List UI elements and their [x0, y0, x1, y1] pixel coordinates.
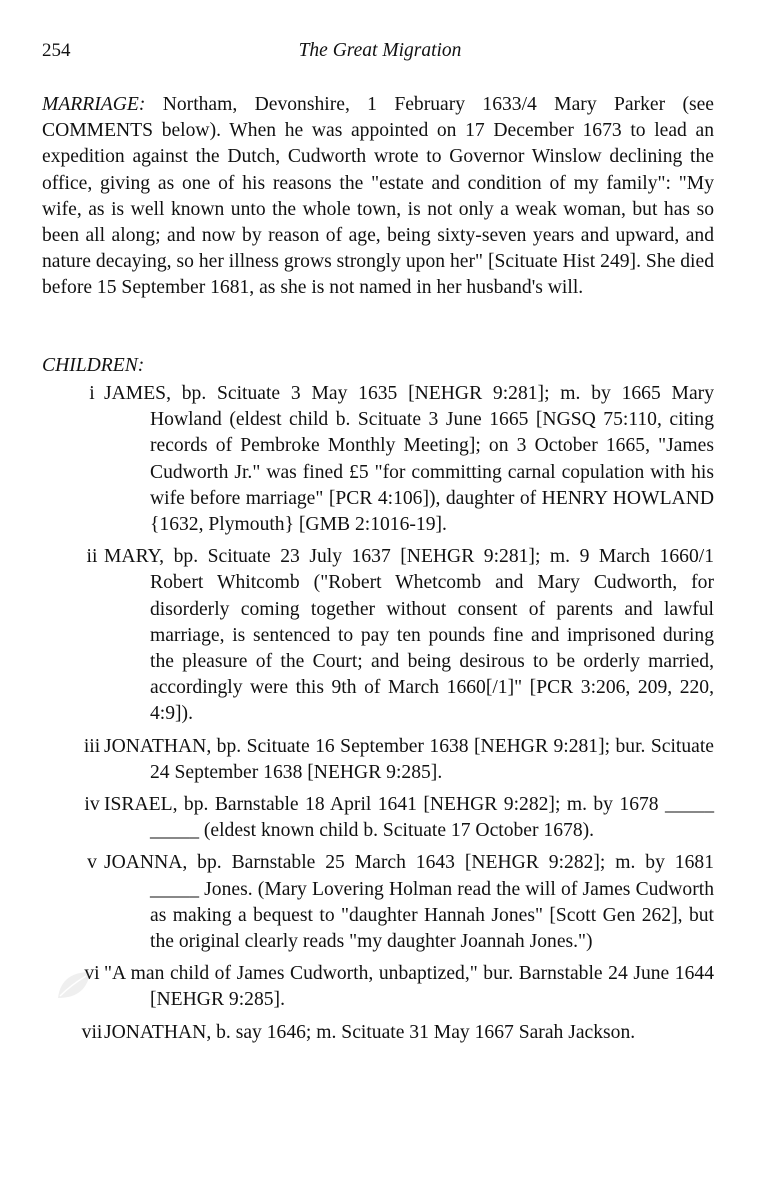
child-entry-vi	[42, 961, 714, 1013]
child-numeral: v	[87, 852, 97, 874]
children-heading: CHILDREN:	[42, 355, 145, 376]
children-list	[42, 381, 714, 1046]
child-text: "A man child of James Cudworth, unbaptized," bur. Barnstable 24 June 1644 [NEHGR 9:285].	[104, 963, 714, 1011]
leaf-watermark-icon	[54, 968, 94, 1002]
child-numeral: i	[89, 383, 95, 404]
marriage-text: Northam, Devonshire, 1 February 1633/4 Mary Parker (see COMMENTS below). When he was appointed on 17 December 1673 to lead an expedition against the Dutch, Cudworth wrote to Governor Winslow declining the office, giving as one of his reasons the "estate and condition of my family": "My wife, as is well known unto the whole town, is not only a weak woman, but has so been all along; and now by reason of age, being sixty-seven years and upward, and nature decaying, so her illness grows strongly upon her" [Scituate Hist 249]. She died before 15 September 1681, as she is not named in her husband's will.	[42, 94, 714, 299]
child-numeral: vi	[84, 963, 100, 985]
child-text: JONATHAN, b. say 1646; m. Scituate 31 May 1667 Sarah Jackson.	[104, 1021, 636, 1043]
marriage-paragraph	[42, 92, 714, 302]
running-title: The Great Migration	[298, 40, 462, 61]
child-entry-iii	[42, 734, 714, 786]
child-numeral: iii	[83, 735, 101, 757]
child-entry-iv	[42, 792, 714, 844]
child-entry-vii	[42, 1020, 714, 1046]
child-entry-ii	[42, 544, 714, 727]
child-text: MARY, bp. Scituate 23 July 1637 [NEHGR 9:281]; m. 9 March 1660/1 Robert Whitcomb ("Robert Whetcomb and Mary Cudworth, for disorderly coming together without consent of parents and lawful marriage, is sentenced to pay ten pounds fine and imprisoned during the pleasure of the Court; and being desirous to be orderly married, accordingly were this 9th of March 1660[/1]" [PCR 3:206, 209, 220, 4:9]).	[104, 546, 714, 725]
marriage-label: MARRIAGE:	[42, 94, 146, 115]
child-text: JONATHAN, bp. Scituate 16 September 1638 [NEHGR 9:281]; bur. Scituate 24 September 1638 [NEHGR 9:285].	[104, 735, 714, 783]
child-numeral: iv	[84, 794, 100, 816]
child-text: ISRAEL, bp. Barnstable 18 April 1641 [NEHGR 9:282]; m. by 1678 _____ _____ (eldest known child b. Scituate 17 October 1678).	[104, 794, 714, 842]
child-numeral: ii	[86, 546, 98, 568]
child-entry-i	[42, 381, 714, 538]
page-number: 254	[42, 40, 71, 61]
child-text: JOANNA, bp. Barnstable 25 March 1643 [NEHGR 9:282]; m. by 1681 _____ Jones. (Mary Lovering Holman read the will of James Cudworth as making a bequest to "daughter Hannah Jones" [Scott Gen 262], but the original clearly reads "my daughter Joannah Jones.")	[104, 852, 714, 953]
child-numeral: vii	[81, 1021, 103, 1043]
child-entry-v	[42, 850, 714, 955]
page-header	[42, 40, 718, 68]
child-text: JAMES, bp. Scituate 3 May 1635 [NEHGR 9:281]; m. by 1665 Mary Howland (eldest child b. Scituate 3 June 1665 [NGSQ 75:110, citing records of Pembroke Monthly Meeting]; on 3 October 1665, "James Cudworth Jr." was fined £5 "for committing carnal copulation with his wife before marriage" [PCR 4:106]), daughter of HENRY HOWLAND {1632, Plymouth} [GMB 2:1016-19].	[104, 383, 714, 536]
